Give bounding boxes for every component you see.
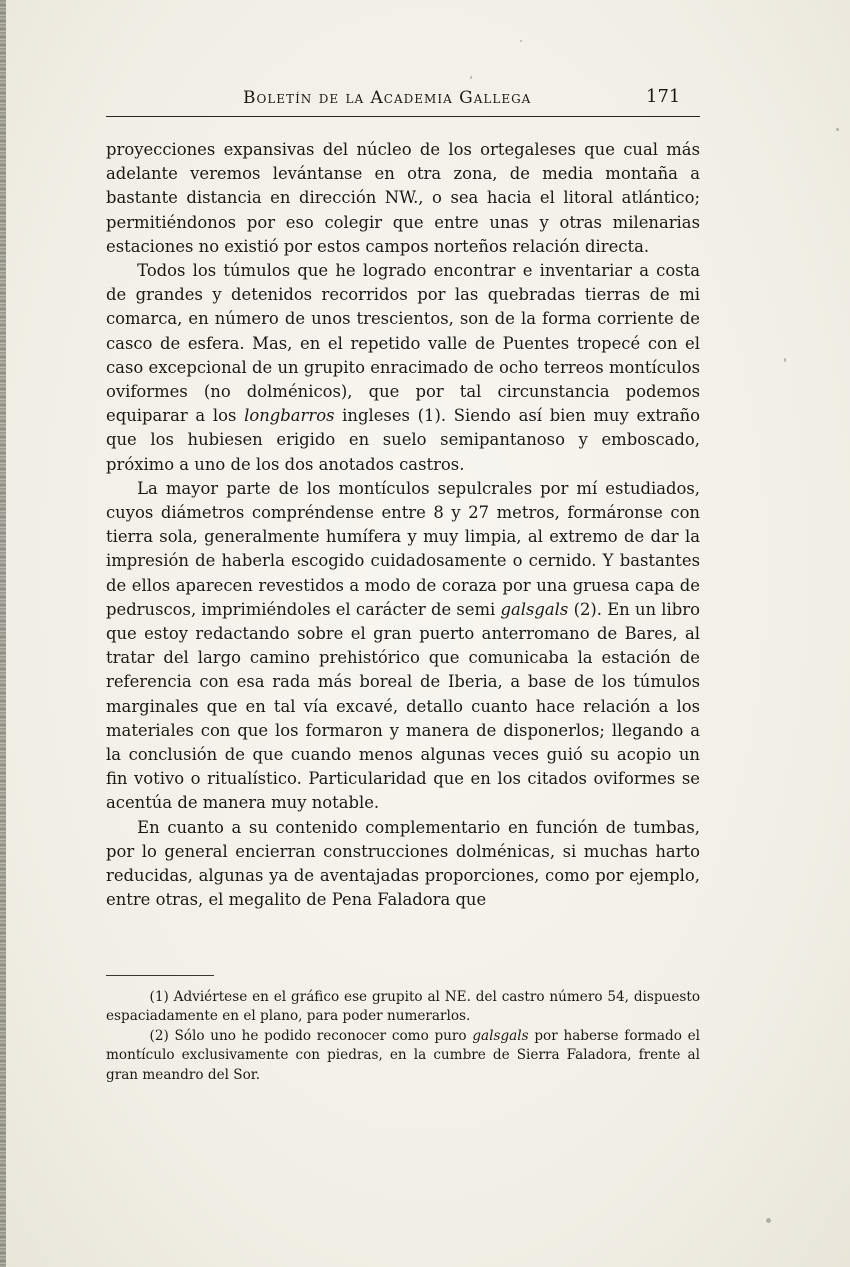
scan-speck — [766, 1218, 771, 1223]
page-number: 171 — [646, 86, 681, 107]
italic-term-longbarros: longbarros — [244, 406, 335, 426]
scan-speck — [520, 40, 522, 42]
main-text — [106, 138, 700, 913]
footnote-2-start: (2) Sólo uno he podido reconocer como puro — [149, 1027, 473, 1044]
page-binding-edge — [0, 0, 6, 1267]
paragraph-1: proyecciones expansivas del núcleo de los ortegaleses que cual más adelante veremos levántanse en otra zona, de media montaña a bastante distancia en dirección NW., o sea hacia el litoral atlántico; permitiéndonos por eso colegir que entre unas y otras milenarias estaciones no existió por estos campos norteños relación directa. — [106, 140, 700, 256]
paragraph-2-start: Todos los túmulos que he logrado encontrar e inventariar a costa de grandes y detenidos recorridos por las quebradas tierras de mi comarca, en número de unos trescientos, son de la forma corriente de casco de esfera. Mas, en el repetido valle de Puentes tropecé con el caso excepcional de un grupito enracimado de ocho terreos montículos oviformes (no dolménicos), que por tal circunstancia podemos equiparar a los — [106, 261, 700, 426]
paragraph-3-end: (2). En un libro que estoy redactando sobre el gran puerto anterromano de Bares, al tratar del largo camino prehistórico que comunicaba la estación de referencia con esa rada más boreal de Iberia, a base de los túmulos marginales que en tal vía excavé, detallo cuanto hace relación a los materiales con que los formaron y manera de disponerlos; llegando a la conclusión de que cuando menos algunas veces guió su acopio un fin votivo o ritualístico. Particularidad que en los citados oviformes se acentúa de manera muy notable. — [106, 599, 700, 813]
footnote-rule — [106, 975, 214, 976]
running-title: Boletín de la Academia Gallega — [243, 88, 532, 108]
scan-speck — [836, 128, 839, 131]
scan-speck — [470, 76, 472, 79]
page-header — [106, 86, 700, 118]
header-rule — [106, 116, 700, 117]
paragraph-2 — [106, 259, 700, 477]
paragraph-3 — [106, 477, 700, 816]
footnote-2-end: por haberse formado el montículo exclusivamente con piedras, en la cumbre de Sierra Faladora, frente al gran meandro del Sor. — [106, 1027, 700, 1083]
footnote-1: (1) Adviértese en el gráfico ese grupito al NE. del castro número 54, dispuesto espaciadamente en el plano, para poder numerarlos. — [106, 989, 700, 1025]
paragraph-3-start: La mayor parte de los montículos sepulcrales por mí estudiados, cuyos diámetros compréndense entre 8 y 27 metros, formáronse con tierra sola, generalmente humífera y muy limpia, al extremo de dar la impresión de haberla escogido cuidadosamente o cernido. Y bastantes de ellos aparecen revestidos a modo de coraza por una gruesa capa de pedruscos, imprimiéndoles el carácter de semi — [106, 478, 700, 619]
scan-speck — [784, 358, 786, 362]
footnote-2-italic-term: galsgals — [472, 1027, 529, 1044]
footnotes — [106, 988, 700, 1085]
italic-term-galsgals: galsgals — [500, 599, 569, 619]
paragraph-4: En cuanto a su contenido complementario en función de tumbas, por lo general encierran construcciones dolménicas, si muchas harto reducidas, algunas ya de aventajadas proporciones, como por ejemplo, entre otras, el megalito de Pena Faladora que — [106, 817, 700, 910]
paragraph-2-end: ingleses (1). Siendo así bien muy extraño que los hubiesen erigido en suelo semipantanoso y emboscado, próximo a uno de los dos anotados castros. — [106, 406, 701, 474]
footnote-2 — [106, 1027, 700, 1085]
